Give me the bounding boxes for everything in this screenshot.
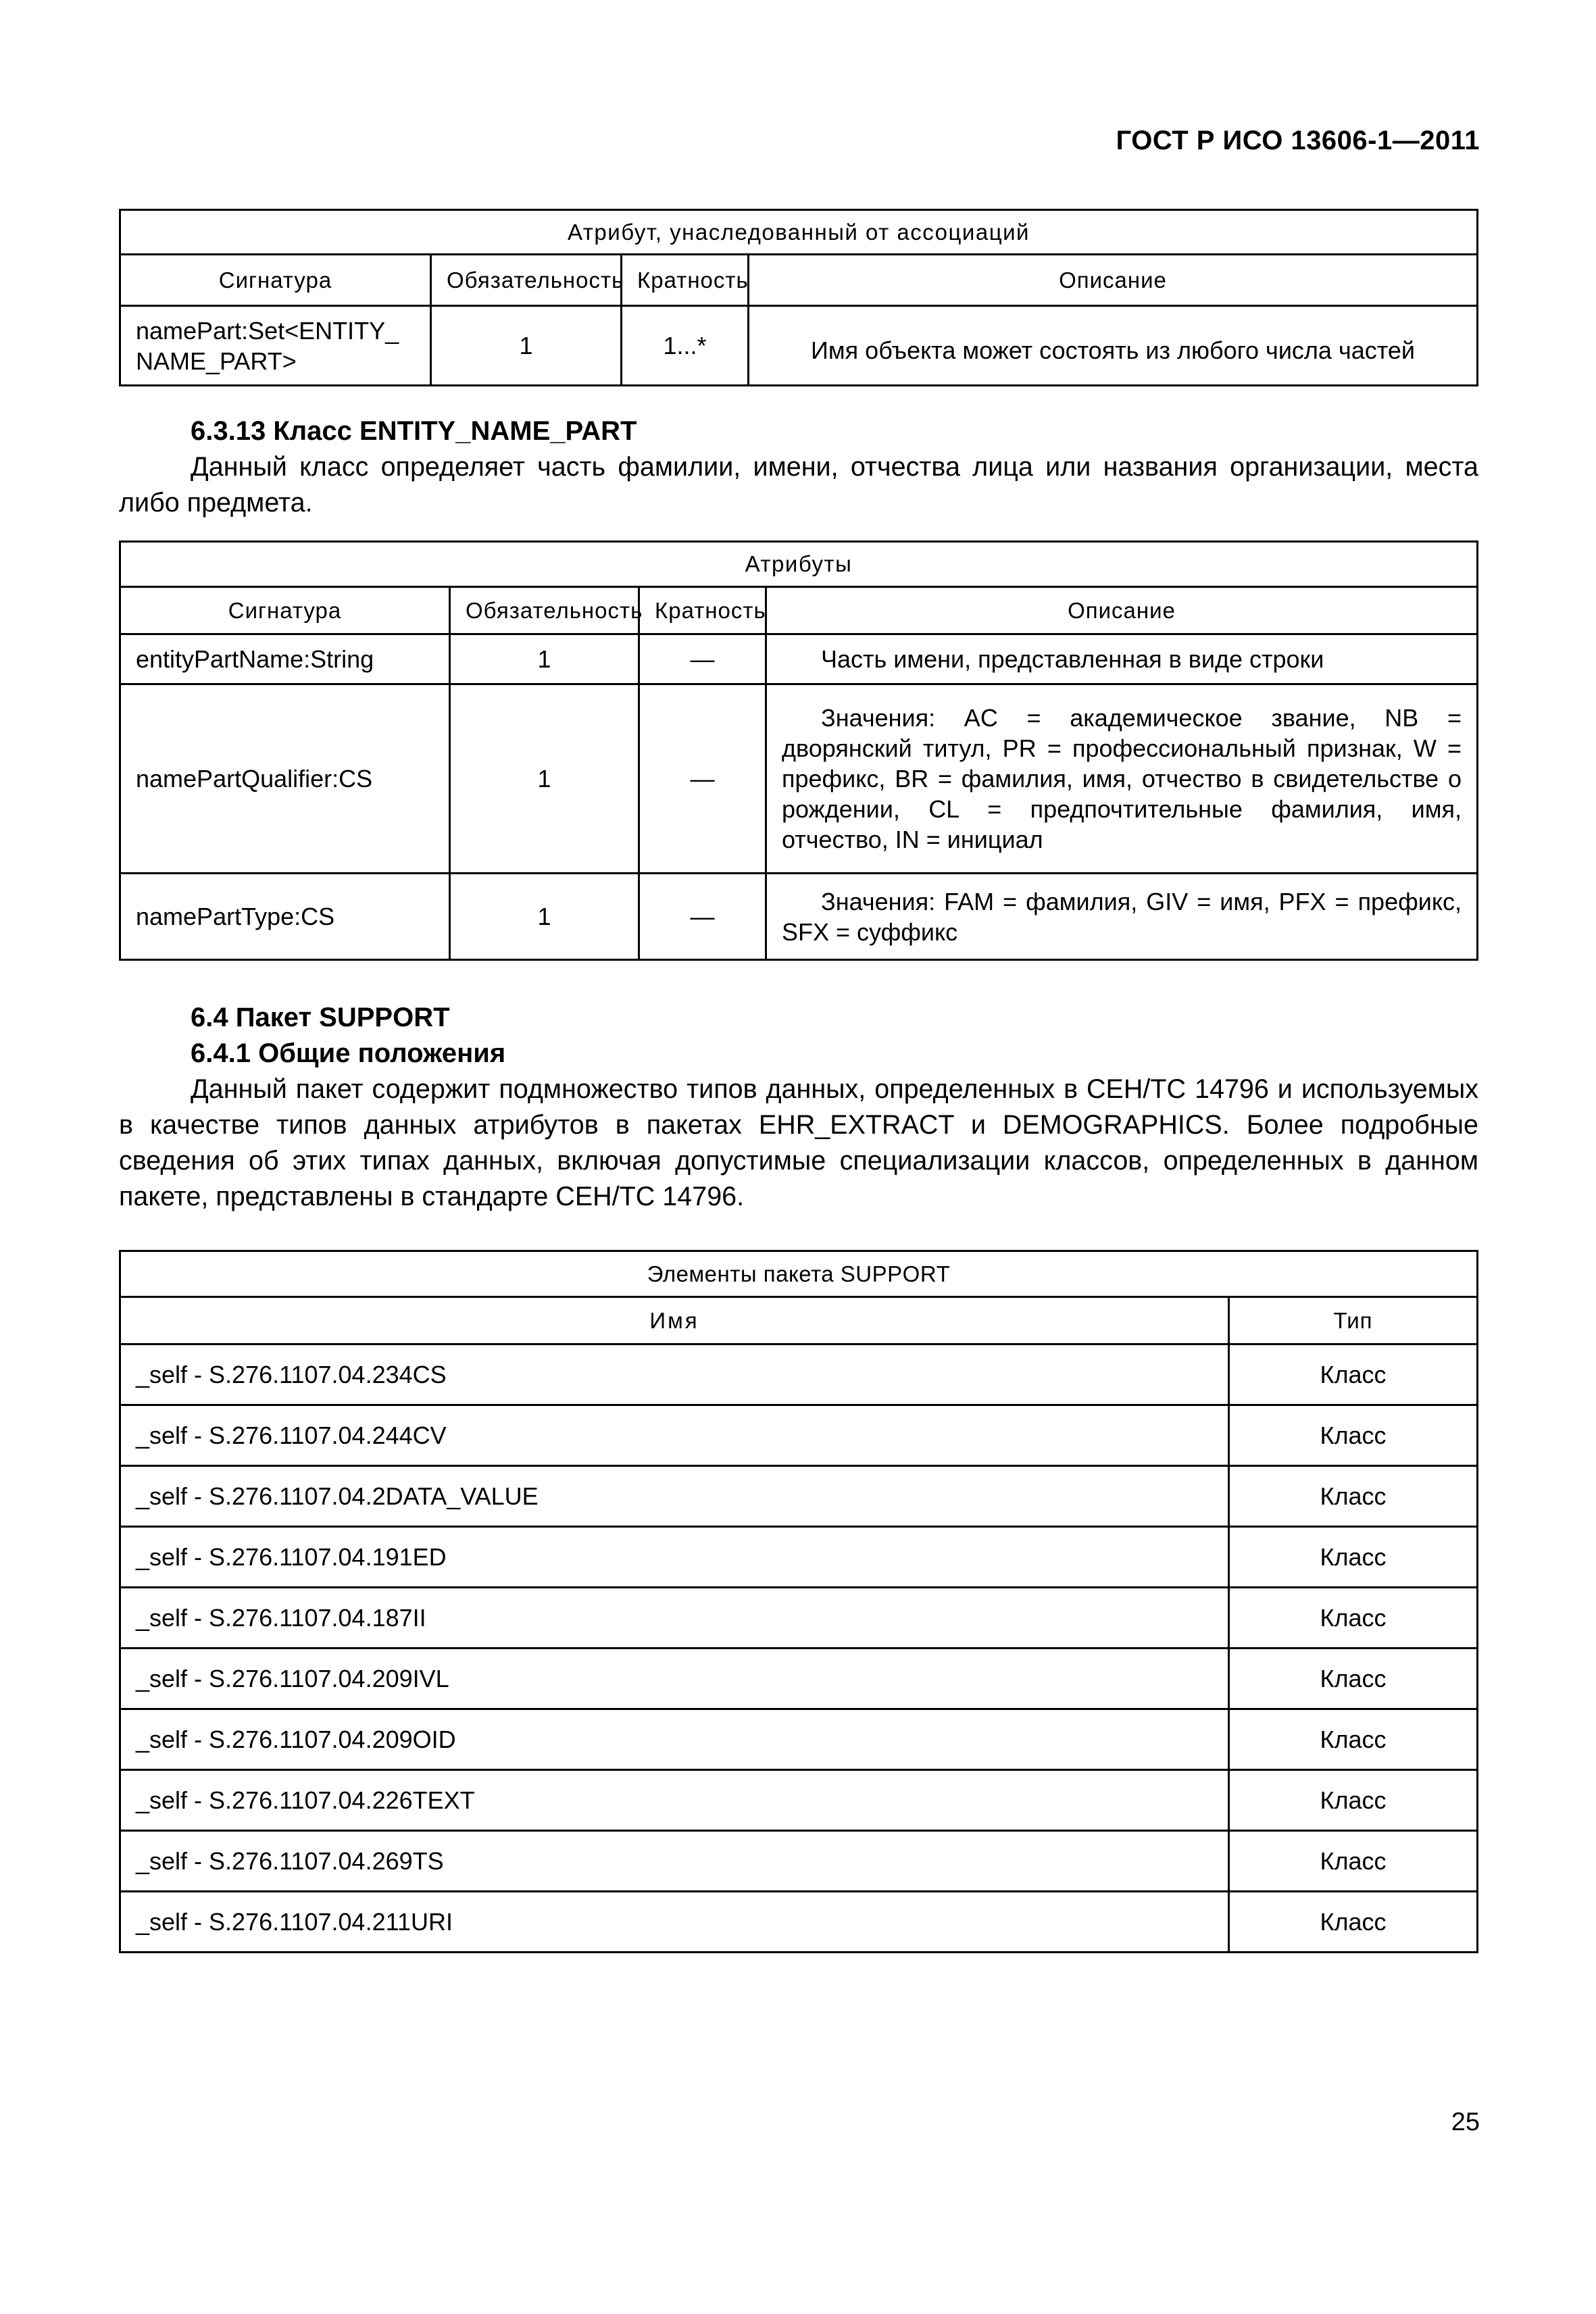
multiplicity-cell: — xyxy=(639,874,766,960)
column-header-signature: Сигнатура xyxy=(120,255,431,306)
signature-cell: namePartQualifier:CS xyxy=(120,684,450,874)
element-type-cell: Класс xyxy=(1228,1405,1477,1466)
section-6-3-13 xyxy=(119,413,1478,521)
element-name-cell: _self - S.276.1107.04.209IVL xyxy=(120,1649,1229,1709)
element-name-cell: _self - S.276.1107.04.191ED xyxy=(120,1527,1229,1588)
element-name-cell: _self - S.276.1107.04.211URI xyxy=(120,1892,1229,1953)
signature-cell: entityPartName:String xyxy=(120,634,450,684)
table-row xyxy=(120,684,1478,874)
column-header-obligation: Обязательность xyxy=(431,255,622,306)
description-cell: Значения: AC = академическое звание, NB = дворянский титул, PR = профессиональный признак, W = префикс, BR = фамилия, имя, отчество в свидетельстве о рождении, CL = предпочтительные фамилия, имя, отчество, IN = инициал xyxy=(766,684,1478,874)
column-header-description: Описание xyxy=(766,587,1478,634)
table-caption: Атрибут, унаследованный от ассоциаций xyxy=(120,210,1478,255)
element-type-cell: Класс xyxy=(1228,1527,1477,1588)
element-type-cell: Класс xyxy=(1228,1466,1477,1527)
table-caption: Элементы пакета SUPPORT xyxy=(120,1251,1478,1297)
element-type-cell: Класс xyxy=(1228,1588,1477,1649)
column-header-name: Имя xyxy=(120,1297,1229,1344)
element-type-cell: Класс xyxy=(1228,1709,1477,1770)
element-type-cell: Класс xyxy=(1228,1770,1477,1831)
element-name-cell: _self - S.276.1107.04.269TS xyxy=(120,1831,1229,1892)
column-header-signature: Сигнатура xyxy=(120,587,450,634)
section-paragraph: Данный пакет содержит подмножество типов данных, определенных в CEH/TC 14796 и используемых в качестве типов данных атрибутов в пакетах EHR_EXTRACT и DEMOGRAPHICS. Более подробные сведения об этих типах данных, включая допустимые специализации классов, определенных в данном пакете, представлены в стандарте CEH/TC 14796. xyxy=(119,1074,1478,1211)
section-6-4 xyxy=(119,1000,1478,1215)
table-row xyxy=(120,1527,1478,1588)
obligation-cell: 1 xyxy=(431,306,622,386)
element-name-cell: _self - S.276.1107.04.244CV xyxy=(120,1405,1229,1466)
column-header-multiplicity: Кратность xyxy=(639,587,766,634)
table-row xyxy=(120,1405,1478,1466)
element-type-cell: Класс xyxy=(1228,1344,1477,1405)
document-code: ГОСТ Р ИСО 13606-1—2011 xyxy=(1116,126,1480,155)
description-cell: Значения: FAM = фамилия, GIV = имя, PFX = префикс, SFX = суффикс xyxy=(766,874,1478,960)
element-name-cell: _self - S.276.1107.04.209OID xyxy=(120,1709,1229,1770)
page-number: 25 xyxy=(1451,2108,1480,2136)
obligation-cell: 1 xyxy=(450,634,639,684)
element-type-cell: Класс xyxy=(1228,1649,1477,1709)
multiplicity-cell: 1...* xyxy=(622,306,749,386)
section-heading: 6.4 Пакет SUPPORT xyxy=(191,1003,450,1032)
multiplicity-cell: — xyxy=(639,684,766,874)
element-type-cell: Класс xyxy=(1228,1831,1477,1892)
element-type-cell: Класс xyxy=(1228,1892,1477,1953)
element-name-cell: _self - S.276.1107.04.226TEXT xyxy=(120,1770,1229,1831)
table-row xyxy=(120,1892,1478,1953)
obligation-cell: 1 xyxy=(450,684,639,874)
table-row xyxy=(120,1709,1478,1770)
table-row xyxy=(120,1649,1478,1709)
attributes-table xyxy=(119,540,1478,961)
element-name-cell: _self - S.276.1107.04.2DATA_VALUE xyxy=(120,1466,1229,1527)
signature-cell: namePart:Set<ENTITY_ NAME_PART> xyxy=(120,306,431,386)
table-row xyxy=(120,306,1478,386)
table-row xyxy=(120,1344,1478,1405)
signature-cell: namePartType:CS xyxy=(120,874,450,960)
column-header-multiplicity: Кратность xyxy=(622,255,749,306)
column-header-description: Описание xyxy=(749,255,1478,306)
support-elements-table xyxy=(119,1250,1478,1953)
column-header-obligation: Обязательность xyxy=(450,587,639,634)
inherited-attribute-table xyxy=(119,209,1478,386)
description-cell: Часть имени, представленная в виде строки xyxy=(766,634,1478,684)
table-caption: Атрибуты xyxy=(120,542,1478,587)
table-row xyxy=(120,874,1478,960)
section-heading: 6.3.13 Класс ENTITY_NAME_PART xyxy=(191,416,637,446)
table-row xyxy=(120,1831,1478,1892)
table-row xyxy=(120,1770,1478,1831)
element-name-cell: _self - S.276.1107.04.187II xyxy=(120,1588,1229,1649)
table-row xyxy=(120,634,1478,684)
obligation-cell: 1 xyxy=(450,874,639,960)
section-paragraph: Данный класс определяет часть фамилии, имени, отчества лица или названия организации, места либо предмета. xyxy=(119,452,1478,518)
element-name-cell: _self - S.276.1107.04.234CS xyxy=(120,1344,1229,1405)
table-row xyxy=(120,1588,1478,1649)
column-header-type: Тип xyxy=(1228,1297,1477,1344)
description-cell: Имя объекта может состоять из любого числа частей xyxy=(749,306,1478,386)
multiplicity-cell: — xyxy=(639,634,766,684)
subsection-heading: 6.4.1 Общие положения xyxy=(191,1038,506,1068)
table-row xyxy=(120,1466,1478,1527)
